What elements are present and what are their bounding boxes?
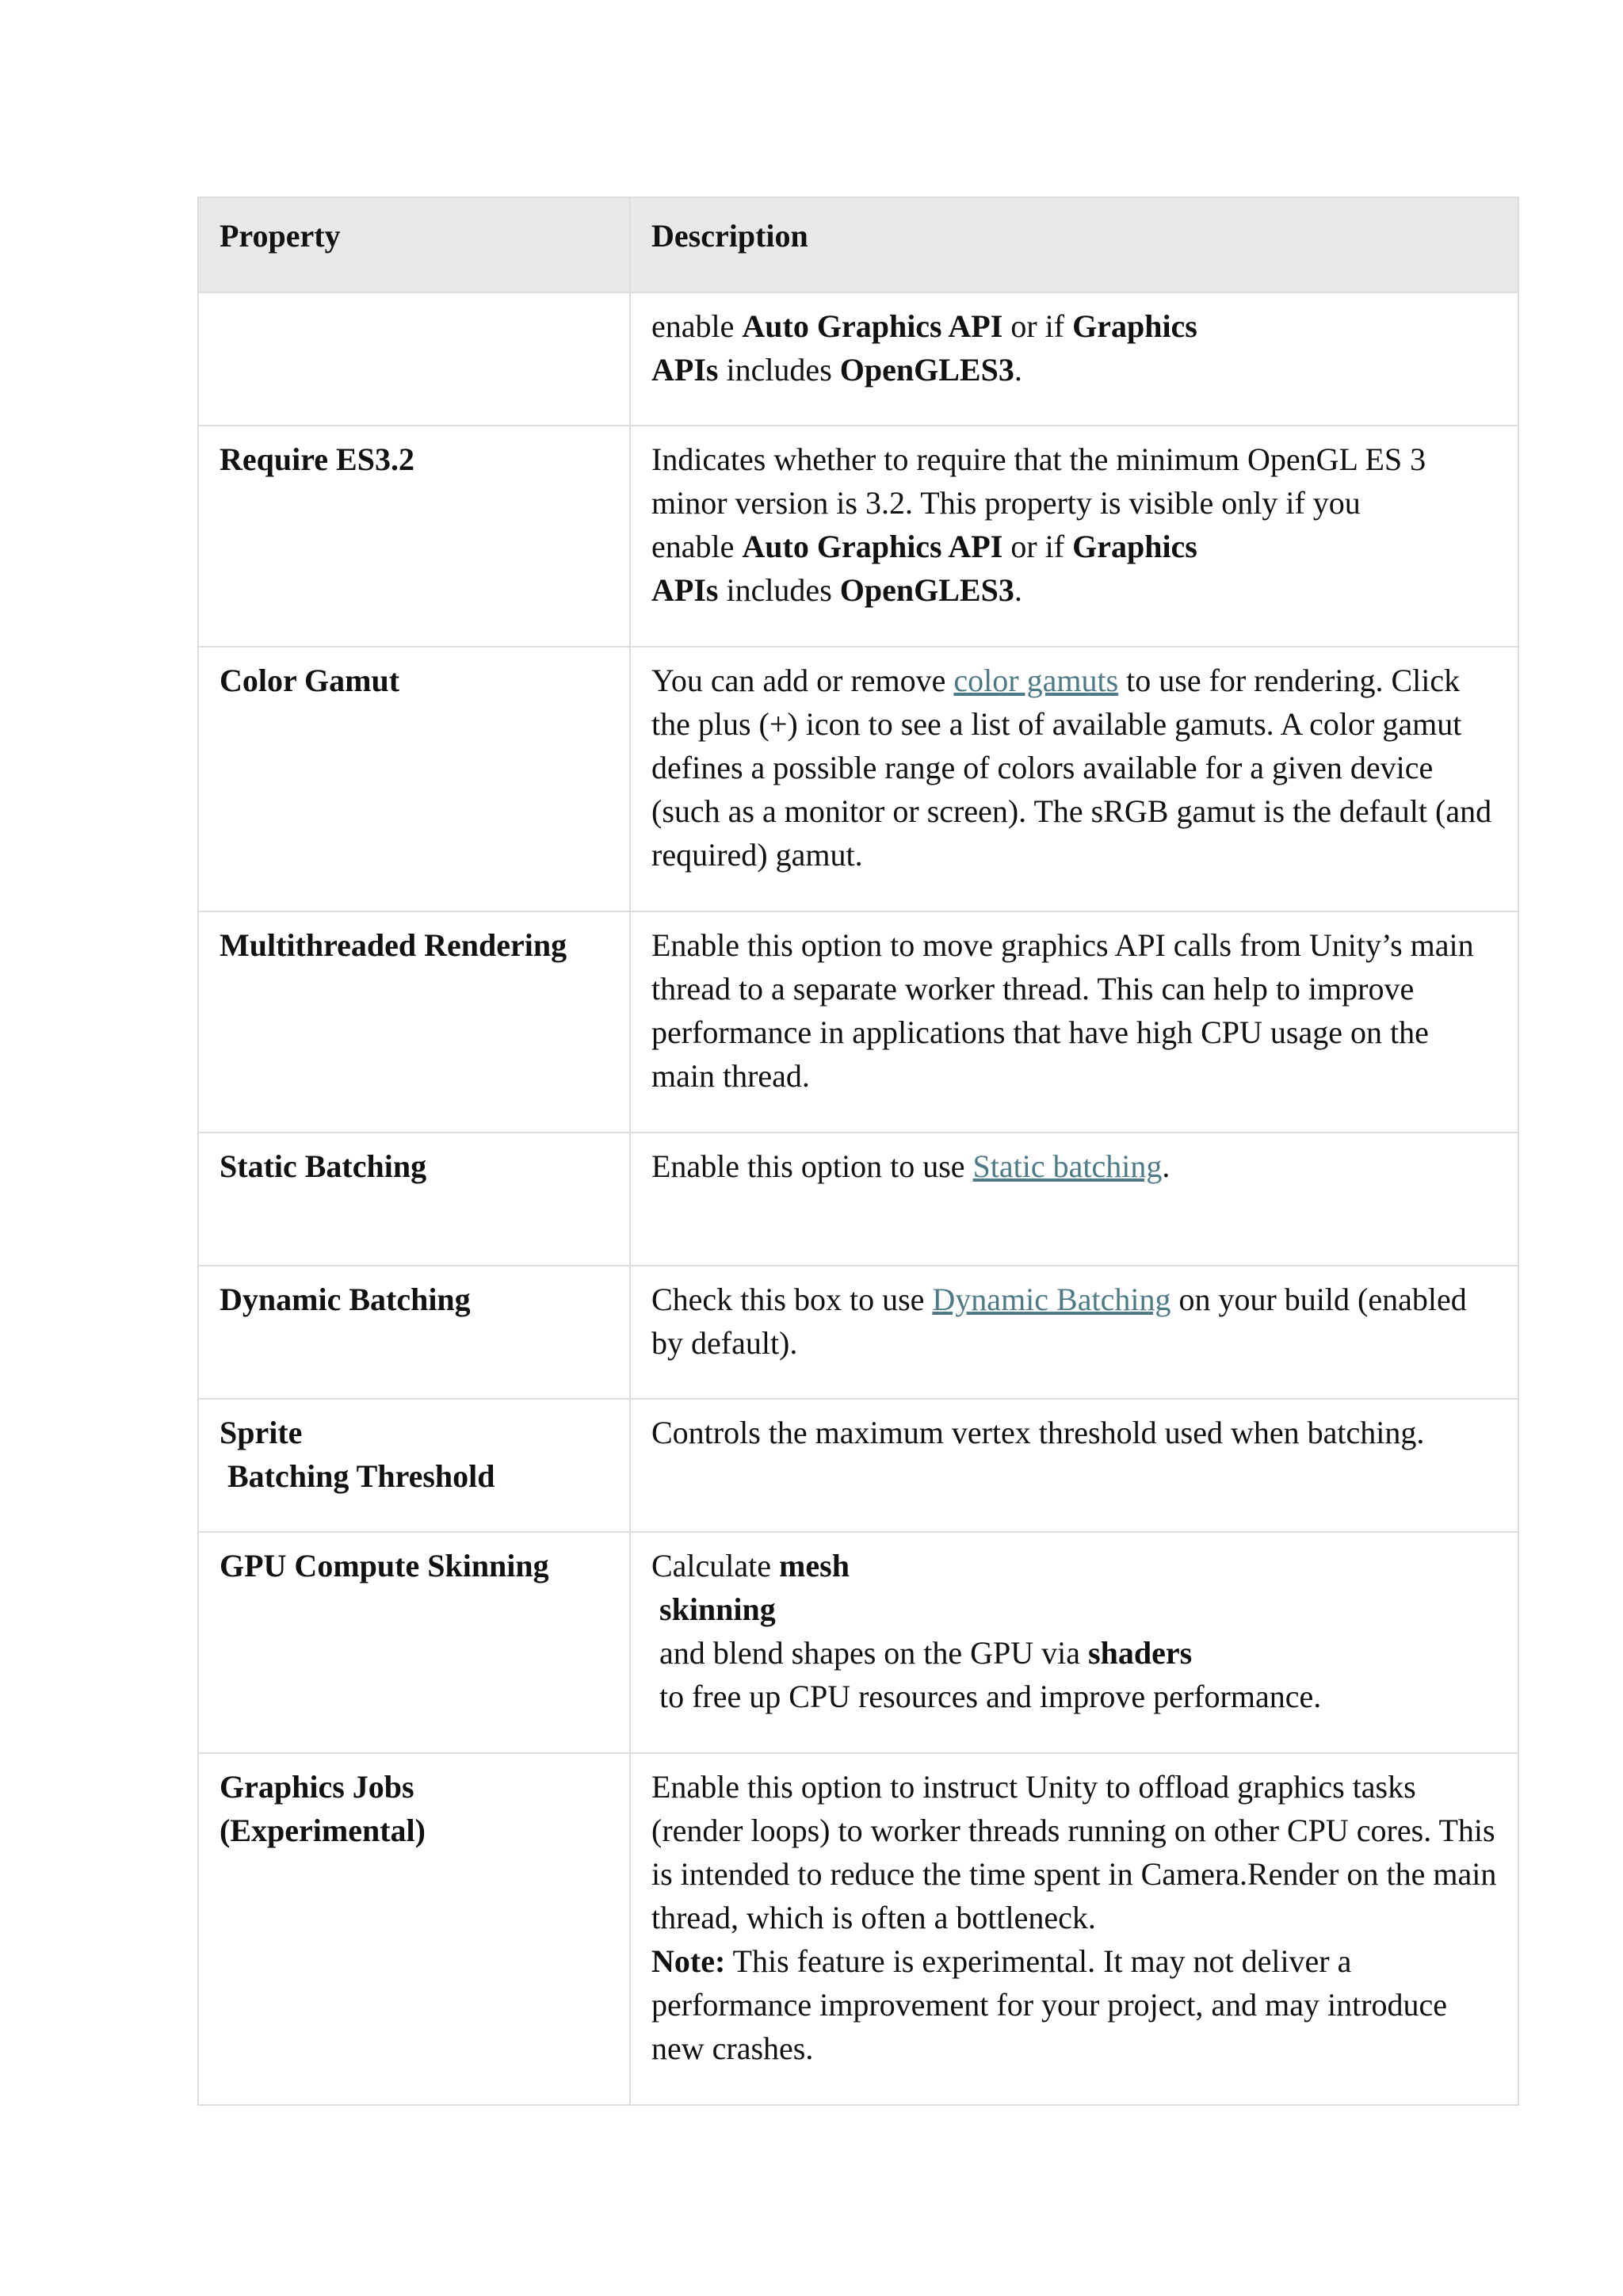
description-cell: Check this box to use Dynamic Batching on your build (enabled by default). — [630, 1266, 1518, 1399]
table-row — [198, 1133, 1518, 1266]
static-batching-link[interactable]: Static batching — [972, 1148, 1163, 1184]
description-cell: Enable this option to instruct Unity to offload graphics tasks (render loops) to worker threads running on other CPU cores. This is intended to reduce the time spent in Camera.Render on the main thread, which is often a bottleneck. Note: This feature is experimental. It may not deliver a performance improvement for your project, and may introduce new crashes. — [630, 1753, 1518, 2105]
property-cell: Graphics Jobs (Experimental) — [198, 1753, 630, 2105]
properties-table — [197, 197, 1519, 2106]
note-label: Note: — [651, 1943, 726, 1979]
table-row — [198, 1266, 1518, 1399]
property-cell: Static Batching — [198, 1133, 630, 1266]
table-row — [198, 647, 1518, 911]
property-cell: Sprite Batching Threshold — [198, 1399, 630, 1532]
table-row — [198, 1399, 1518, 1532]
property-cell: GPU Compute Skinning — [198, 1532, 630, 1753]
table-row — [198, 911, 1518, 1133]
description-cell: Indicates whether to require that the minimum OpenGL ES 3 minor version is 3.2. This property is visible only if you enable Auto Graphics API or if Graphics APIs includes OpenGLES3. — [630, 426, 1518, 647]
description-cell: Controls the maximum vertex threshold used when batching. — [630, 1399, 1518, 1532]
color-gamuts-link[interactable]: color gamuts — [953, 663, 1119, 698]
property-cell — [198, 292, 630, 426]
header-property: Property — [198, 197, 630, 292]
property-cell: Require ES3.2 — [198, 426, 630, 647]
table-row — [198, 1532, 1518, 1753]
dynamic-batching-link[interactable]: Dynamic Batching — [932, 1282, 1171, 1317]
property-cell: Color Gamut — [198, 647, 630, 911]
table-row — [198, 426, 1518, 647]
table-header-row — [198, 197, 1518, 292]
description-cell: You can add or remove color gamuts to use for rendering. Click the plus (+) icon to see a list of available gamuts. A color gamut defines a possible range of colors available for a given device (such as a monitor or screen). The sRGB gamut is the default (and required) gamut. — [630, 647, 1518, 911]
description-cell: Calculate mesh skinning and blend shapes on the GPU via shaders to free up CPU resources and improve performance. — [630, 1532, 1518, 1753]
property-cell: Dynamic Batching — [198, 1266, 630, 1399]
header-description: Description — [630, 197, 1518, 292]
description-cell: Enable this option to move graphics API calls from Unity’s main thread to a separate worker thread. This can help to improve performance in applications that have high CPU usage on the main thread. — [630, 911, 1518, 1133]
property-cell: Multithreaded Rendering — [198, 911, 630, 1133]
description-cell: enable Auto Graphics API or if Graphics APIs includes OpenGLES3. — [630, 292, 1518, 426]
table-row — [198, 1753, 1518, 2105]
table-row — [198, 292, 1518, 426]
description-cell: Enable this option to use Static batching. — [630, 1133, 1518, 1266]
